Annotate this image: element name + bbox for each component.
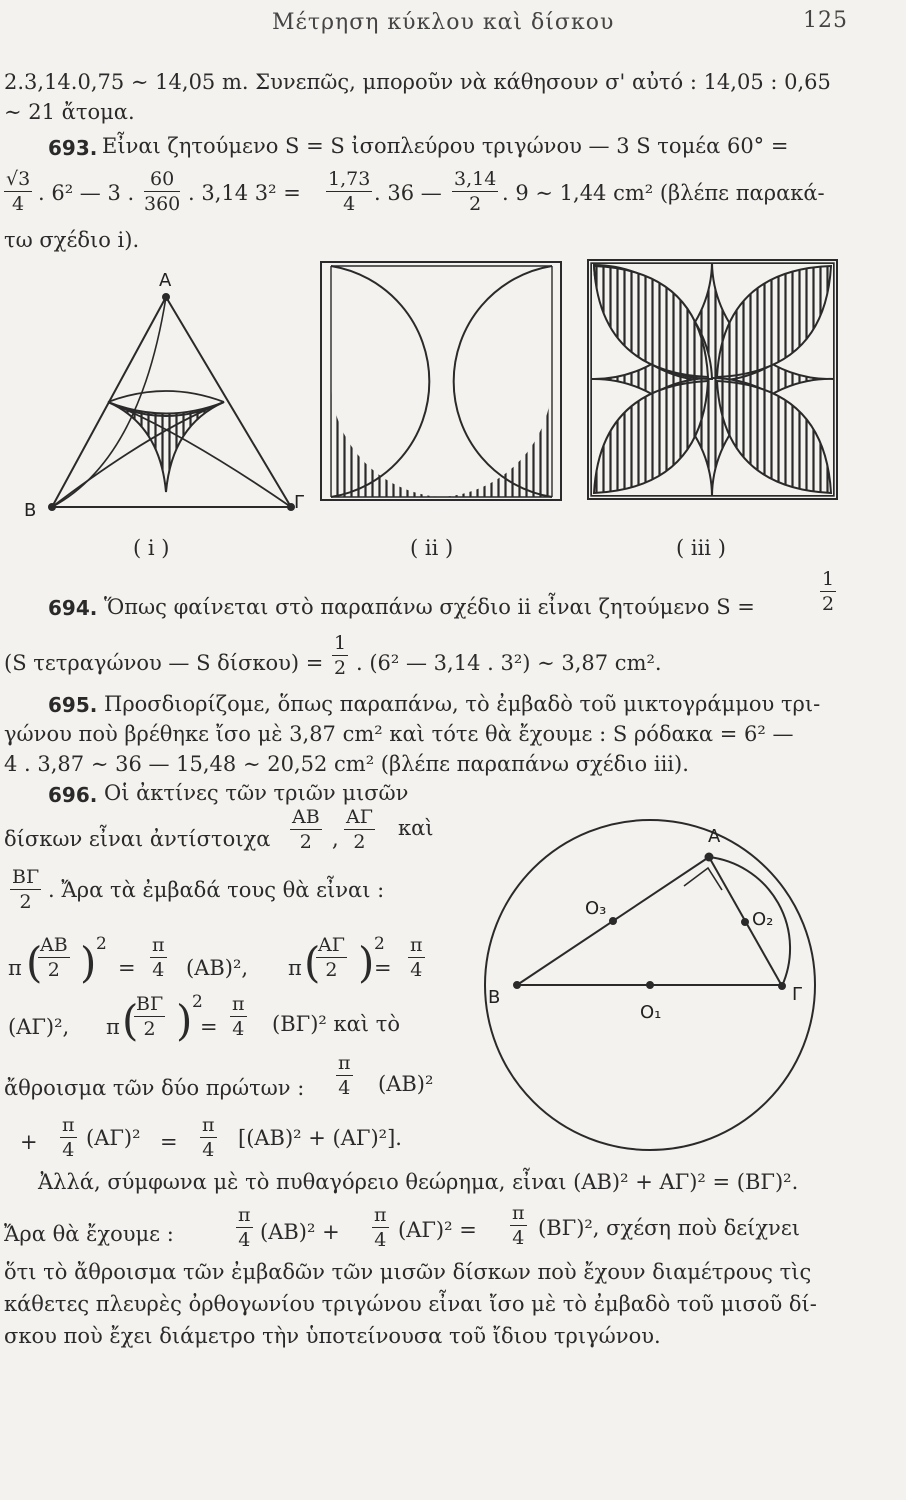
text-fragment: . (6² — 3,14 . 3²) ∼ 3,87 cm². [356, 651, 662, 675]
equals-sign: = [374, 956, 392, 980]
denominator: 4 [238, 1229, 251, 1251]
exercise-number: 695. [48, 693, 98, 717]
denominator: 4 [62, 1139, 75, 1161]
text-line: σκου ποὺ ἔχει διάμετρο τὴν ὑποτείνουσα τοῦ ἴδιου τριγώνου. [4, 1324, 661, 1348]
vertex-label-g: Γ [294, 492, 305, 513]
vertex-label-b: Β [24, 500, 37, 521]
numerator: 1 [334, 632, 347, 654]
text-line: Εἶναι ζητούμενο S = S ἰσοπλεύρου τριγώνου — 3 S τομέα 60° = [102, 134, 789, 158]
denominator: 4 [152, 959, 165, 981]
exercise-number: 696. [48, 783, 98, 807]
fraction-one-half [332, 634, 348, 678]
fraction-pi-4 [150, 936, 167, 980]
text-fragment: (ΑΓ)² = [398, 1218, 477, 1242]
vertex-label-a: Α [159, 270, 172, 291]
numerator: π [202, 1114, 215, 1136]
text-line: ὅτι τὸ ἄθροισμα τῶν ἐμβαδῶν τῶν μισῶν δίσκων ποὺ ἔχουν διαμέτρους τὶς [4, 1260, 812, 1284]
fraction-pi-4 [230, 995, 247, 1039]
paren-right: ) [80, 938, 97, 987]
exponent: 2 [192, 992, 203, 1012]
figure-i-triangle [49, 294, 294, 510]
fraction-pi-4 [60, 1116, 77, 1160]
denominator: 4 [410, 959, 423, 981]
fraction-one-half [820, 570, 836, 614]
denominator: 2 [299, 831, 312, 853]
numerator: π [152, 934, 165, 956]
plus-sign: + [20, 1130, 38, 1154]
numerator: 60 [144, 170, 180, 192]
text-fragment: (ΑΒ)² [378, 1072, 434, 1096]
center-label-o1: O₁ [640, 1002, 662, 1023]
numerator: π [374, 1204, 387, 1226]
denominator: 4 [12, 193, 25, 215]
text-line: Προσδιορίζομε, ὅπως παραπάνω, τὸ ἐμβαδὸ τοῦ μικτογράμμου τρι- [104, 692, 821, 716]
equals-sign: = [160, 1130, 178, 1154]
denominator: 2 [47, 959, 60, 981]
figure-caption-i: ( i ) [133, 536, 170, 560]
denominator: 4 [338, 1077, 351, 1099]
denominator: 4 [343, 193, 356, 215]
numerator: 3,14 [454, 168, 497, 190]
denominator: 2 [469, 193, 482, 215]
numerator: 1 [822, 568, 835, 590]
fraction-pi-4 [200, 1116, 217, 1160]
text-fragment: . 36 — [374, 181, 442, 205]
text-fragment: (ΒΓ)², σχέση ποὺ δείχνει [538, 1216, 800, 1240]
exercise-number: 694. [48, 596, 98, 620]
paren-right: ) [358, 938, 375, 987]
paren-left: ( [26, 938, 43, 987]
text-fragment: . 3,14 3² = [188, 181, 301, 205]
numerator: 1,73 [328, 168, 371, 190]
pi-symbol: π [288, 956, 302, 980]
denominator: 2 [334, 657, 347, 679]
text-fragment: . 6² — 3 . [38, 181, 135, 205]
denominator: 2 [143, 1018, 156, 1040]
page-number: 125 [803, 8, 848, 33]
fraction-pi-4 [408, 936, 425, 980]
numerator: √3 [6, 168, 31, 190]
text-fragment: (ΑΓ)², [8, 1015, 70, 1039]
exponent: 2 [96, 934, 107, 954]
fraction-bg-2 [10, 868, 41, 912]
figure-caption-iii: ( iii ) [676, 536, 726, 560]
text-line: κάθετες πλευρὲς ὀρθογωνίου τριγώνου εἶναι ἴσο μὲ τὸ ἐμβαδὸ τοῦ μισοῦ δί- [4, 1292, 817, 1316]
figure-ii-square [321, 262, 561, 500]
text-fragment: δίσκων εἶναι ἀντίστοιχα [4, 827, 271, 851]
paren-right: ) [176, 996, 193, 1045]
text-line: γώνου ποὺ βρέθηκε ἴσο μὲ 3,87 cm² καὶ τότε θὰ ἔχουμε : S ρόδακα = 6² — [4, 722, 794, 746]
text-fragment: . Ἄρα τὰ ἐμβαδά τους θὰ εἶναι : [48, 878, 385, 902]
fraction-bg-2 [134, 995, 165, 1039]
figure-caption-ii: ( ii ) [410, 536, 454, 560]
fraction-ab-2 [38, 936, 70, 980]
numerator: ΒΓ [12, 866, 40, 888]
paren-left: ( [304, 938, 321, 987]
text-fragment: (ΑΓ)² [86, 1126, 141, 1150]
numerator: π [238, 1204, 251, 1226]
denominator: 360 [144, 193, 181, 215]
text-line: (S τετραγώνου — S δίσκου) = [4, 651, 324, 675]
paren-left: ( [122, 996, 139, 1045]
running-header: Μέτρηση κύκλου καὶ δίσκου [272, 10, 615, 35]
comma: , [332, 827, 339, 851]
text-fragment: . 9 ∼ 1,44 cm² (βλέπε παρακά- [502, 181, 825, 205]
fraction-pi-4 [510, 1204, 527, 1248]
center-label-o3: O₃ [585, 898, 607, 919]
pi-symbol: π [8, 956, 22, 980]
denominator: 2 [19, 891, 32, 913]
equals-sign: = [118, 956, 136, 980]
fraction-ag-2 [344, 808, 375, 852]
text-fragment: (ΑΒ)² + [260, 1220, 340, 1244]
pi-symbol: π [106, 1015, 120, 1039]
denominator: 2 [353, 831, 366, 853]
text-line: Ἀλλά, σύμφωνα μὲ τὸ πυθαγόρειο θεώρημα, εἶναι (ΑΒ)² + ΑΓ)² = (ΒΓ)². [38, 1170, 799, 1194]
text-line: Ὅπως φαίνεται στὸ παραπάνω σχέδιο ii εἶναι ζητούμενο S = [104, 595, 755, 619]
numerator: π [410, 934, 423, 956]
text-fragment: (ΑΒ)², [186, 956, 249, 980]
exercise-number: 693. [48, 136, 98, 160]
text-fragment: [(ΑΒ)² + (ΑΓ)²]. [238, 1126, 402, 1150]
denominator: 4 [512, 1227, 525, 1249]
circle-label-b: Β [488, 987, 501, 1008]
numerator: π [512, 1202, 525, 1224]
circle-label-g: Γ [792, 984, 803, 1005]
denominator: 2 [822, 593, 835, 615]
text-fragment: (ΒΓ)² καὶ τὸ [272, 1012, 400, 1036]
numerator: ΑΓ [318, 934, 345, 956]
text-fragment: Ἄρα θὰ ἔχουμε : [4, 1222, 174, 1246]
center-label-o2: O₂ [752, 909, 774, 930]
numerator: π [62, 1114, 75, 1136]
fraction-ag-2 [316, 936, 347, 980]
denominator: 4 [202, 1139, 215, 1161]
equals-sign: = [200, 1015, 218, 1039]
text-line: Οἱ ἀκτίνες τῶν τριῶν μισῶν [104, 781, 409, 805]
text-line: 2.3,14.0,75 ∼ 14,05 m. Συνεπῶς, μποροῦν νὰ κάθησουν σ' αὐτό : 14,05 : 0,65 [4, 70, 831, 94]
numerator: ΑΒ [292, 806, 320, 828]
numerator: ΑΒ [40, 934, 68, 956]
exponent: 2 [374, 934, 385, 954]
fraction-pi-4 [336, 1054, 353, 1098]
numerator: ΑΓ [346, 806, 373, 828]
denominator: 2 [325, 959, 338, 981]
numerator: π [232, 993, 245, 1015]
circle-label-a: Α [708, 826, 721, 847]
text-line: τω σχέδιο i). [4, 228, 140, 252]
text-line: ∼ 21 ἄτομα. [4, 100, 135, 124]
fraction-pi-4 [236, 1206, 253, 1250]
fraction-pi-4 [372, 1206, 389, 1250]
fraction-ab-2 [290, 808, 322, 852]
text-line: 4 . 3,87 ∼ 36 — 15,48 ∼ 20,52 cm² (βλέπε παραπάνω σχέδιο iii). [4, 752, 689, 776]
figure-696-circle [485, 820, 815, 1150]
numerator: π [338, 1052, 351, 1074]
numerator: ΒΓ [136, 993, 164, 1015]
text-fragment: καὶ [398, 816, 434, 840]
denominator: 4 [232, 1018, 245, 1040]
text-fragment: ἄθροισμα τῶν δύο πρώτων : [4, 1076, 305, 1100]
denominator: 4 [374, 1229, 387, 1251]
